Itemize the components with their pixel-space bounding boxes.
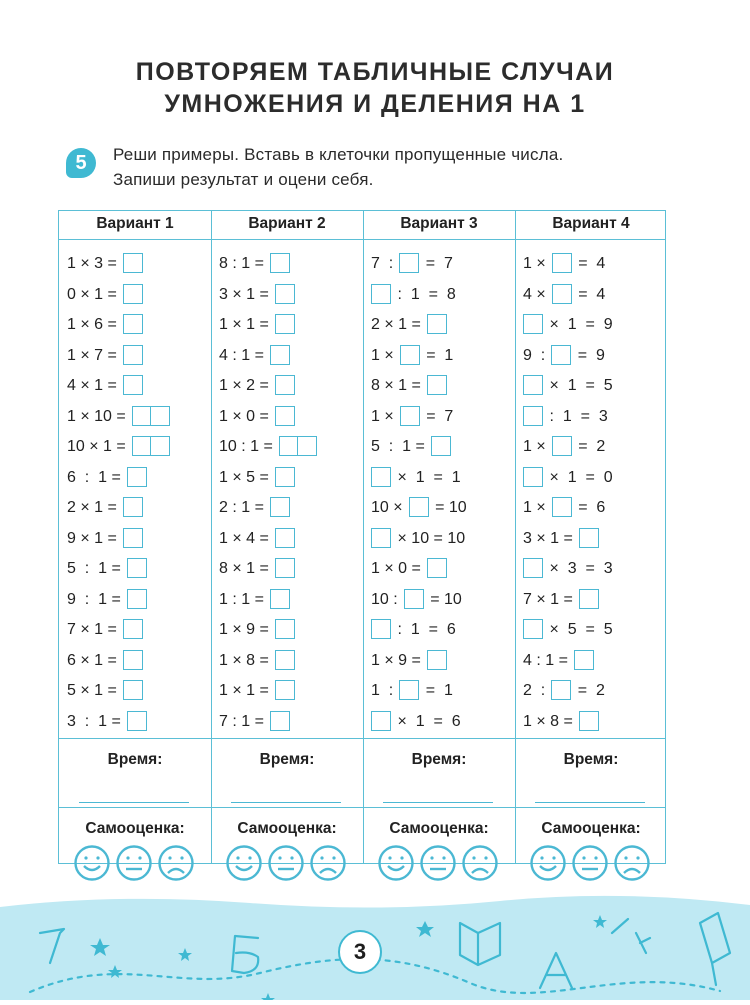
example-row <box>515 557 667 581</box>
answer-box[interactable] <box>409 497 429 517</box>
example-text: 6 : 1 = <box>67 468 121 486</box>
answer-box[interactable] <box>552 284 572 304</box>
example-row <box>363 496 515 520</box>
example-row <box>211 618 363 642</box>
sad-face-icon[interactable] <box>160 847 193 880</box>
answer-box[interactable] <box>123 253 143 273</box>
example-text: 2 × 1 = <box>67 499 117 516</box>
example-row <box>363 710 515 734</box>
example-text: 8 × 1 = <box>371 377 421 394</box>
example-text: 7 × 1 = <box>523 590 573 608</box>
example-row <box>363 557 515 581</box>
example-row <box>59 405 211 429</box>
variant-header: Вариант 3 <box>400 215 478 232</box>
example-text: = 6 <box>578 499 606 516</box>
answer-box[interactable] <box>127 558 147 578</box>
answer-box[interactable] <box>371 284 391 304</box>
example-text: 4 : 1 = <box>219 346 264 364</box>
example-row <box>515 588 667 612</box>
letter-g-icon <box>40 929 64 963</box>
answer-box[interactable] <box>123 619 143 639</box>
self-assessment-label: Самооценка: <box>85 820 185 837</box>
answer-box[interactable] <box>123 680 143 700</box>
star-icon <box>90 938 110 956</box>
letter-a-icon <box>540 953 572 988</box>
example-row <box>211 252 363 276</box>
example-text: 1 × 1 = <box>219 682 269 699</box>
example-text: × 3 = 3 <box>549 560 613 577</box>
example-row <box>211 557 363 581</box>
variant-header: Вариант 4 <box>552 215 630 232</box>
sad-face-icon[interactable] <box>464 847 497 880</box>
letter-b-icon <box>232 936 258 973</box>
answer-box[interactable] <box>579 711 599 731</box>
example-text: 5 × 1 = <box>67 682 117 699</box>
answer-box[interactable] <box>551 345 571 365</box>
task-instruction-line-2: Запиши результат и оцени себя. <box>113 170 374 189</box>
faces-svg <box>529 843 653 883</box>
example-text: 2 : <box>523 682 546 699</box>
answer-box[interactable] <box>551 680 571 700</box>
example-text: 7 : <box>371 255 394 272</box>
star-icon <box>593 915 607 928</box>
answer-box[interactable] <box>123 497 143 517</box>
example-text: 1 × 9 = <box>219 621 269 638</box>
self-assessment-faces <box>377 843 501 888</box>
time-answer-line[interactable] <box>383 802 493 803</box>
answer-box[interactable] <box>123 345 143 365</box>
answer-box[interactable] <box>427 650 447 670</box>
time-label: Время: <box>563 751 619 768</box>
example-text: 3 × 1 = <box>219 285 269 303</box>
answer-box[interactable] <box>579 528 599 548</box>
example-row <box>515 649 667 673</box>
example-row <box>363 435 515 459</box>
page-title-line-2: УМНОЖЕНИЯ И ДЕЛЕНИЯ НА 1 <box>164 90 586 118</box>
example-row <box>363 344 515 368</box>
example-text: 1 : <box>371 682 394 699</box>
example-row <box>515 405 667 429</box>
example-row <box>59 283 211 307</box>
example-text: = 4 <box>578 285 606 303</box>
faces-svg <box>73 843 197 883</box>
example-row <box>59 313 211 337</box>
answer-box[interactable] <box>132 436 152 456</box>
task-instruction-line-1: Реши примеры. Вставь в клеточки пропущенные числа. <box>113 145 564 164</box>
example-text: 6 × 1 = <box>67 651 117 669</box>
example-text: 1 × 0 = <box>219 407 269 425</box>
answer-box[interactable] <box>275 680 295 700</box>
answer-box[interactable] <box>523 558 543 578</box>
answer-box[interactable] <box>275 375 295 395</box>
example-row <box>363 679 515 703</box>
example-row <box>515 618 667 642</box>
answer-box[interactable] <box>123 528 143 548</box>
example-text: 10 : 1 = <box>219 438 273 455</box>
variant-header: Вариант 1 <box>96 215 174 232</box>
example-row <box>363 405 515 429</box>
answer-box[interactable] <box>523 406 543 426</box>
answer-box[interactable] <box>275 406 295 426</box>
answer-box[interactable] <box>275 314 295 334</box>
example-text: 9 : <box>523 346 546 364</box>
answer-box[interactable] <box>270 711 290 731</box>
answer-box[interactable] <box>371 619 391 639</box>
example-text: = 9 <box>577 346 605 364</box>
example-row <box>59 252 211 276</box>
example-text: 1 × <box>523 499 546 516</box>
star-icon <box>178 948 192 961</box>
self-assessment-label: Самооценка: <box>389 820 489 837</box>
answer-box[interactable] <box>552 497 572 517</box>
answer-box[interactable] <box>275 650 295 670</box>
example-row <box>59 649 211 673</box>
smile-face-icon[interactable] <box>380 847 413 880</box>
example-text: = 10 <box>435 499 467 516</box>
example-row <box>59 710 211 734</box>
letter-formula-icon <box>612 919 650 953</box>
example-row <box>363 527 515 551</box>
example-text: 1 × 9 = <box>371 651 421 669</box>
answer-box[interactable] <box>400 406 420 426</box>
answer-box[interactable] <box>150 406 170 426</box>
answer-box[interactable] <box>579 589 599 609</box>
example-text: × 1 = 9 <box>549 316 613 333</box>
example-row <box>59 435 211 459</box>
answer-box[interactable] <box>270 497 290 517</box>
time-label: Время: <box>107 751 163 768</box>
example-row <box>211 344 363 368</box>
faces-svg <box>377 843 501 883</box>
example-row <box>363 618 515 642</box>
example-row <box>363 252 515 276</box>
example-text: × 1 = 0 <box>549 468 613 486</box>
example-row <box>211 435 363 459</box>
neutral-face-icon[interactable] <box>574 847 607 880</box>
example-row <box>363 588 515 612</box>
example-text: : 1 = 3 <box>549 407 608 425</box>
example-row <box>363 283 515 307</box>
self-assessment-label: Самооценка: <box>237 820 337 837</box>
answer-box[interactable] <box>574 650 594 670</box>
example-row <box>59 466 211 490</box>
example-row <box>211 466 363 490</box>
example-text: 1 × 6 = <box>67 316 117 333</box>
example-text: 3 : 1 = <box>67 712 121 730</box>
header-divider <box>59 239 665 240</box>
answer-box[interactable] <box>270 589 290 609</box>
answer-box[interactable] <box>427 375 447 395</box>
smile-face-icon[interactable] <box>228 847 261 880</box>
answer-box[interactable] <box>427 558 447 578</box>
example-text: 9 × 1 = <box>67 529 117 547</box>
example-row <box>59 679 211 703</box>
answer-box[interactable] <box>399 680 419 700</box>
example-row <box>211 649 363 673</box>
time-divider <box>59 807 665 808</box>
answer-box[interactable] <box>123 284 143 304</box>
example-row <box>211 405 363 429</box>
self-assessment-faces <box>73 843 197 888</box>
neutral-face-icon[interactable] <box>270 847 303 880</box>
example-row <box>211 283 363 307</box>
answer-box[interactable] <box>400 345 420 365</box>
example-row <box>515 710 667 734</box>
example-text: × 1 = 6 <box>397 712 461 730</box>
variant-header: Вариант 2 <box>248 215 326 232</box>
example-text: 1 × <box>523 255 546 272</box>
example-text: = 7 <box>425 255 453 272</box>
example-text: 10 × 1 = <box>67 438 126 455</box>
answer-box[interactable] <box>427 314 447 334</box>
answer-box[interactable] <box>275 528 295 548</box>
example-row <box>59 588 211 612</box>
example-text: : 1 = 8 <box>397 285 456 303</box>
example-text: 10 : <box>371 590 398 608</box>
example-text: × 10 = 10 <box>397 529 466 547</box>
answer-box[interactable] <box>371 467 391 487</box>
answer-box[interactable] <box>275 558 295 578</box>
example-row <box>363 313 515 337</box>
example-text: 2 : 1 = <box>219 499 264 516</box>
answer-box[interactable] <box>270 345 290 365</box>
example-text: 1 : 1 = <box>219 590 264 608</box>
example-text: 8 : 1 = <box>219 255 264 272</box>
example-row <box>363 466 515 490</box>
neutral-face-icon[interactable] <box>422 847 455 880</box>
example-text: 3 × 1 = <box>523 529 573 547</box>
example-text: 1 × 0 = <box>371 560 421 577</box>
example-text: × 1 = 1 <box>397 468 461 486</box>
example-text: 10 × <box>371 499 403 516</box>
example-text: 1 × 8 = <box>523 712 573 730</box>
answer-box[interactable] <box>523 314 543 334</box>
example-row <box>59 344 211 368</box>
example-row <box>515 374 667 398</box>
example-row <box>211 496 363 520</box>
time-answer-line[interactable] <box>535 802 645 803</box>
answer-box[interactable] <box>127 467 147 487</box>
example-text: 4 : 1 = <box>523 651 568 669</box>
answer-box[interactable] <box>523 619 543 639</box>
example-text: = 7 <box>426 407 454 425</box>
neutral-face-icon[interactable] <box>118 847 151 880</box>
example-text: 1 × <box>371 346 394 364</box>
answer-box[interactable] <box>127 589 147 609</box>
example-text: 2 × 1 = <box>371 316 421 333</box>
answer-box[interactable] <box>275 619 295 639</box>
example-text: : 1 = 6 <box>397 621 456 638</box>
example-text: = 1 <box>426 346 454 364</box>
example-text: 1 × 3 = <box>67 255 117 272</box>
example-row <box>59 618 211 642</box>
answer-box[interactable] <box>127 711 147 731</box>
self-assessment-label: Самооценка: <box>541 820 641 837</box>
example-row <box>211 374 363 398</box>
answer-box[interactable] <box>371 528 391 548</box>
example-row <box>515 283 667 307</box>
exercise-table <box>58 210 666 864</box>
example-text: × 5 = 5 <box>549 621 613 638</box>
footer-wave <box>0 893 750 908</box>
answer-box[interactable] <box>123 375 143 395</box>
example-row <box>515 344 667 368</box>
example-text: 1 × 2 = <box>219 377 269 394</box>
example-text: 8 × 1 = <box>219 560 269 577</box>
example-row <box>363 649 515 673</box>
example-row <box>59 496 211 520</box>
example-row <box>515 496 667 520</box>
example-text: 1 × 5 = <box>219 468 269 486</box>
example-text: 7 × 1 = <box>67 621 117 638</box>
time-label: Время: <box>411 751 467 768</box>
example-text: 0 × 1 = <box>67 285 117 303</box>
answer-box[interactable] <box>150 436 170 456</box>
example-text: 1 × <box>523 438 546 455</box>
example-row <box>211 313 363 337</box>
answer-box[interactable] <box>275 467 295 487</box>
time-label: Время: <box>259 751 315 768</box>
example-row <box>211 710 363 734</box>
example-row <box>211 527 363 551</box>
answer-box[interactable] <box>552 436 572 456</box>
page-number: 3 <box>338 930 382 974</box>
answer-box[interactable] <box>123 650 143 670</box>
example-text: 5 : 1 = <box>371 438 425 455</box>
self-assessment-faces <box>225 843 349 888</box>
example-row <box>59 557 211 581</box>
example-row <box>515 435 667 459</box>
example-row <box>59 374 211 398</box>
star-icon <box>416 921 434 937</box>
example-row <box>515 252 667 276</box>
star-icon <box>261 993 275 1000</box>
example-row <box>211 588 363 612</box>
answer-box[interactable] <box>270 253 290 273</box>
task-number-badge: 5 <box>66 148 96 178</box>
example-text: = 1 <box>425 682 453 699</box>
example-text: 1 × 4 = <box>219 529 269 547</box>
answer-box[interactable] <box>399 253 419 273</box>
example-text: 1 × 10 = <box>67 407 126 425</box>
example-row <box>363 374 515 398</box>
answer-box[interactable] <box>552 253 572 273</box>
answer-box[interactable] <box>297 436 317 456</box>
answer-box[interactable] <box>132 406 152 426</box>
answer-box[interactable] <box>431 436 451 456</box>
example-text: 5 : 1 = <box>67 560 121 577</box>
book-icon <box>460 923 500 965</box>
example-text: 1 × 1 = <box>219 316 269 333</box>
answer-box[interactable] <box>275 284 295 304</box>
example-text: = 10 <box>430 590 462 608</box>
example-row <box>59 527 211 551</box>
example-row <box>515 527 667 551</box>
example-text: 1 × <box>371 407 394 425</box>
smile-face-icon[interactable] <box>532 847 565 880</box>
example-text: 9 : 1 = <box>67 590 121 608</box>
pencil-icon <box>700 913 730 985</box>
sad-face-icon[interactable] <box>616 847 649 880</box>
self-assessment-faces <box>529 843 653 888</box>
answer-box[interactable] <box>523 375 543 395</box>
time-answer-line[interactable] <box>79 802 189 803</box>
example-text: = 2 <box>577 682 605 699</box>
answer-box[interactable] <box>371 711 391 731</box>
example-row <box>515 313 667 337</box>
smile-face-icon[interactable] <box>76 847 109 880</box>
faces-svg <box>225 843 349 883</box>
example-text: 7 : 1 = <box>219 712 264 730</box>
time-answer-line[interactable] <box>231 802 341 803</box>
example-row <box>211 679 363 703</box>
star-icon <box>108 965 122 978</box>
example-text: 4 × <box>523 285 546 303</box>
answer-box[interactable] <box>523 467 543 487</box>
example-text: 1 × 7 = <box>67 346 117 364</box>
example-text: = 2 <box>578 438 606 455</box>
sad-face-icon[interactable] <box>312 847 345 880</box>
example-text: × 1 = 5 <box>549 377 613 394</box>
examples-divider <box>59 738 665 739</box>
answer-box[interactable] <box>123 314 143 334</box>
example-row <box>515 466 667 490</box>
answer-box[interactable] <box>279 436 299 456</box>
example-row <box>515 679 667 703</box>
example-text: = 4 <box>578 255 606 272</box>
example-text: 4 × 1 = <box>67 377 117 394</box>
page-title-line-1: ПОВТОРЯЕМ ТАБЛИЧНЫЕ СЛУЧАИ <box>135 58 615 86</box>
example-text: 1 × 8 = <box>219 651 269 669</box>
answer-box[interactable] <box>404 589 424 609</box>
